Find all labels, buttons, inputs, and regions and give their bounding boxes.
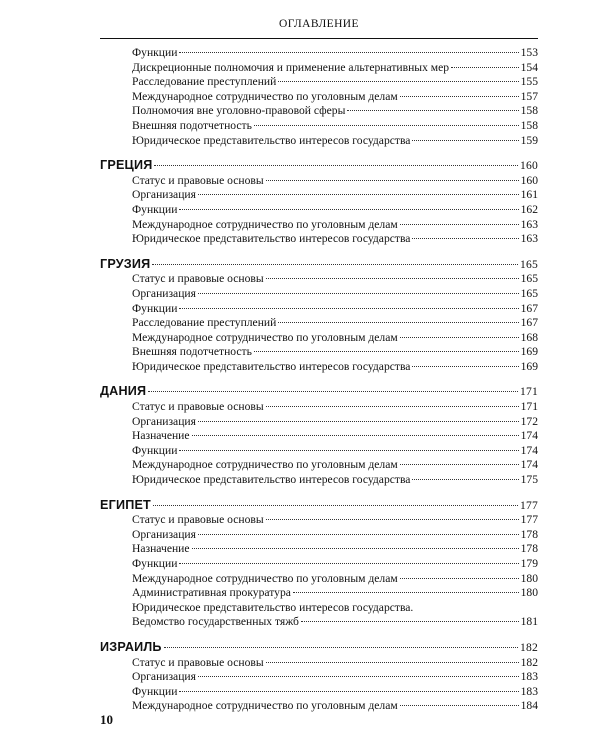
toc-page: 177: [520, 513, 538, 527]
toc-page: 163: [520, 232, 538, 246]
toc-page: 181: [520, 615, 538, 629]
toc-section-continued: [100, 46, 538, 148]
dot-leader: [152, 264, 518, 265]
toc-entry[interactable]: Статус и правовые основы 177: [132, 513, 538, 527]
toc-section-egypt: [100, 498, 538, 630]
toc-page: 178: [520, 527, 538, 541]
toc-page: 165: [520, 257, 538, 271]
toc-page: 161: [520, 188, 538, 202]
dot-leader: [412, 238, 518, 239]
toc-page: 167: [520, 316, 538, 330]
toc-page: 180: [520, 586, 538, 600]
toc-page: 171: [520, 385, 538, 399]
dot-leader: [179, 209, 518, 210]
toc-entry[interactable]: Дискреционные полномочия и применение альтернативных мер 154: [132, 60, 538, 74]
toc-entry[interactable]: Статус и правовые основы 160: [132, 173, 538, 187]
toc-page: 169: [520, 345, 538, 359]
toc-page: 158: [520, 118, 538, 132]
toc-entry[interactable]: Международное сотрудничество по уголовным делам 168: [132, 330, 538, 344]
toc-page: 154: [520, 60, 538, 74]
toc-page: 169: [520, 359, 538, 373]
dot-leader: [148, 391, 518, 392]
dot-leader: [347, 110, 518, 111]
dot-leader: [154, 165, 518, 166]
toc-entry[interactable]: Международное сотрудничество по уголовным делам 174: [132, 458, 538, 472]
dot-leader: [278, 322, 518, 323]
dot-leader: [192, 548, 519, 549]
toc-entry[interactable]: Международное сотрудничество по уголовным делам 157: [132, 89, 538, 103]
dot-leader: [198, 194, 519, 195]
toc-country-heading[interactable]: ДАНИЯ 171: [100, 384, 538, 399]
dot-leader: [400, 337, 519, 338]
toc-page: 172: [520, 414, 538, 428]
toc-page: 180: [520, 571, 538, 585]
toc-entry[interactable]: Организация 178: [132, 527, 538, 541]
toc-entry[interactable]: Расследование преступлений 167: [132, 316, 538, 330]
toc-entry[interactable]: Функции 167: [132, 301, 538, 315]
toc-entry[interactable]: Назначение 178: [132, 542, 538, 556]
toc-entry[interactable]: Юридическое представительство интересов государства 163: [132, 232, 538, 246]
toc-section-denmark: [100, 384, 538, 487]
toc-section-greece: [100, 158, 538, 247]
toc-page: 163: [520, 217, 538, 231]
dot-leader: [266, 662, 519, 663]
page-number: 10: [100, 712, 113, 727]
toc-entry[interactable]: Организация 161: [132, 188, 538, 202]
dot-leader: [400, 96, 519, 97]
toc-entry[interactable]: Функции 174: [132, 443, 538, 457]
toc-section-israel: [100, 640, 538, 714]
dot-leader: [266, 406, 519, 407]
dot-leader: [301, 621, 519, 622]
dot-leader: [400, 578, 519, 579]
toc-entry[interactable]: Организация 172: [132, 414, 538, 428]
dot-leader: [198, 534, 519, 535]
toc-page: 183: [520, 684, 538, 698]
toc-page: 183: [520, 670, 538, 684]
toc-entry[interactable]: Юридическое представительство интересов государства 169: [132, 359, 538, 373]
toc-country-heading[interactable]: ИЗРАИЛЬ 182: [100, 639, 538, 654]
toc-entry-multiline[interactable]: [100, 601, 538, 630]
dot-leader: [266, 519, 519, 520]
toc-page: 182: [520, 640, 538, 654]
dot-leader: [179, 563, 518, 564]
toc-page: 171: [520, 400, 538, 414]
dot-leader: [293, 592, 519, 593]
toc-page: 160: [520, 159, 538, 173]
toc-entry[interactable]: Международное сотрудничество по уголовным делам 180: [132, 571, 538, 585]
table-of-contents: [100, 46, 538, 714]
toc-entry[interactable]: Юридическое представительство интересов государства 175: [132, 473, 538, 487]
dot-leader: [278, 81, 518, 82]
dot-leader: [266, 278, 519, 279]
dot-leader: [179, 450, 518, 451]
toc-entry[interactable]: Назначение 174: [132, 429, 538, 443]
toc-entry[interactable]: Юридическое представительство интересов государства 159: [132, 133, 538, 147]
toc-entry[interactable]: Внешняя подотчетность 158: [132, 118, 538, 132]
toc-section-georgia: [100, 257, 538, 375]
toc-entry[interactable]: Полномочия вне уголовно-правовой сферы 158: [132, 104, 538, 118]
dot-leader: [198, 421, 519, 422]
toc-entry[interactable]: Расследование преступлений 155: [132, 75, 538, 89]
dot-leader: [198, 293, 519, 294]
toc-country-heading[interactable]: ЕГИПЕТ 177: [100, 497, 538, 512]
dot-leader: [254, 351, 519, 352]
toc-page: 184: [520, 699, 538, 713]
toc-page: 179: [520, 557, 538, 570]
dot-leader: [254, 125, 519, 126]
toc-page: 158: [520, 104, 538, 118]
dot-leader: [412, 140, 518, 141]
toc-page: 174: [520, 458, 538, 472]
dot-leader: [451, 67, 519, 68]
toc-page: 182: [520, 655, 538, 669]
toc-page: 153: [520, 46, 538, 59]
page-header: ОГЛАВЛЕНИЕ: [279, 18, 359, 30]
dot-leader: [412, 366, 518, 367]
toc-entry[interactable]: Административная прокуратура 180: [132, 586, 538, 600]
toc-page: 177: [520, 498, 538, 512]
dot-leader: [153, 505, 518, 506]
toc-entry-line2: Ведомство государственных тяжб 181: [132, 615, 538, 629]
dot-leader: [179, 52, 518, 53]
toc-entry[interactable]: Функции 183: [132, 684, 538, 698]
toc-entry[interactable]: Международное сотрудничество по уголовным делам 184: [132, 699, 538, 713]
dot-leader: [198, 676, 519, 677]
toc-page: 165: [520, 272, 538, 286]
dot-leader: [179, 308, 518, 309]
toc-entry[interactable]: Организация 183: [132, 670, 538, 684]
toc-page: 159: [520, 133, 538, 147]
dot-leader: [400, 224, 519, 225]
toc-entry[interactable]: Функции 162: [132, 202, 538, 216]
toc-page: 168: [520, 330, 538, 344]
toc-entry[interactable]: Функции 179: [132, 557, 538, 570]
toc-entry-line1: Юридическое представительство интересов государства.: [132, 600, 414, 614]
toc-page: 155: [520, 75, 538, 89]
dot-leader: [179, 691, 518, 692]
toc-page: 178: [520, 542, 538, 556]
toc-entry[interactable]: Организация 165: [132, 286, 538, 300]
dot-leader: [192, 435, 519, 436]
header-rule: [100, 38, 538, 39]
toc-page: 165: [520, 286, 538, 300]
toc-entry[interactable]: Функции 153: [132, 46, 538, 59]
toc-entry[interactable]: Внешняя подотчетность 169: [132, 345, 538, 359]
toc-page: 160: [520, 173, 538, 187]
dot-leader: [266, 180, 519, 181]
dot-leader: [400, 705, 519, 706]
dot-leader: [412, 479, 518, 480]
toc-page: 167: [520, 301, 538, 315]
toc-entry[interactable]: Международное сотрудничество по уголовным делам 163: [132, 217, 538, 231]
toc-country-heading[interactable]: ГРЕЦИЯ 160: [100, 158, 538, 173]
toc-page: 175: [520, 473, 538, 487]
toc-entry[interactable]: Статус и правовые основы 182: [132, 655, 538, 669]
toc-page: 157: [520, 89, 538, 103]
dot-leader: [164, 647, 518, 648]
toc-page: 174: [520, 443, 538, 457]
toc-country-heading[interactable]: ГРУЗИЯ 165: [100, 256, 538, 271]
toc-entry[interactable]: Статус и правовые основы 165: [132, 272, 538, 286]
toc-entry[interactable]: Статус и правовые основы 171: [132, 400, 538, 414]
toc-page: 174: [520, 429, 538, 443]
toc-page: 162: [520, 202, 538, 216]
dot-leader: [400, 464, 519, 465]
